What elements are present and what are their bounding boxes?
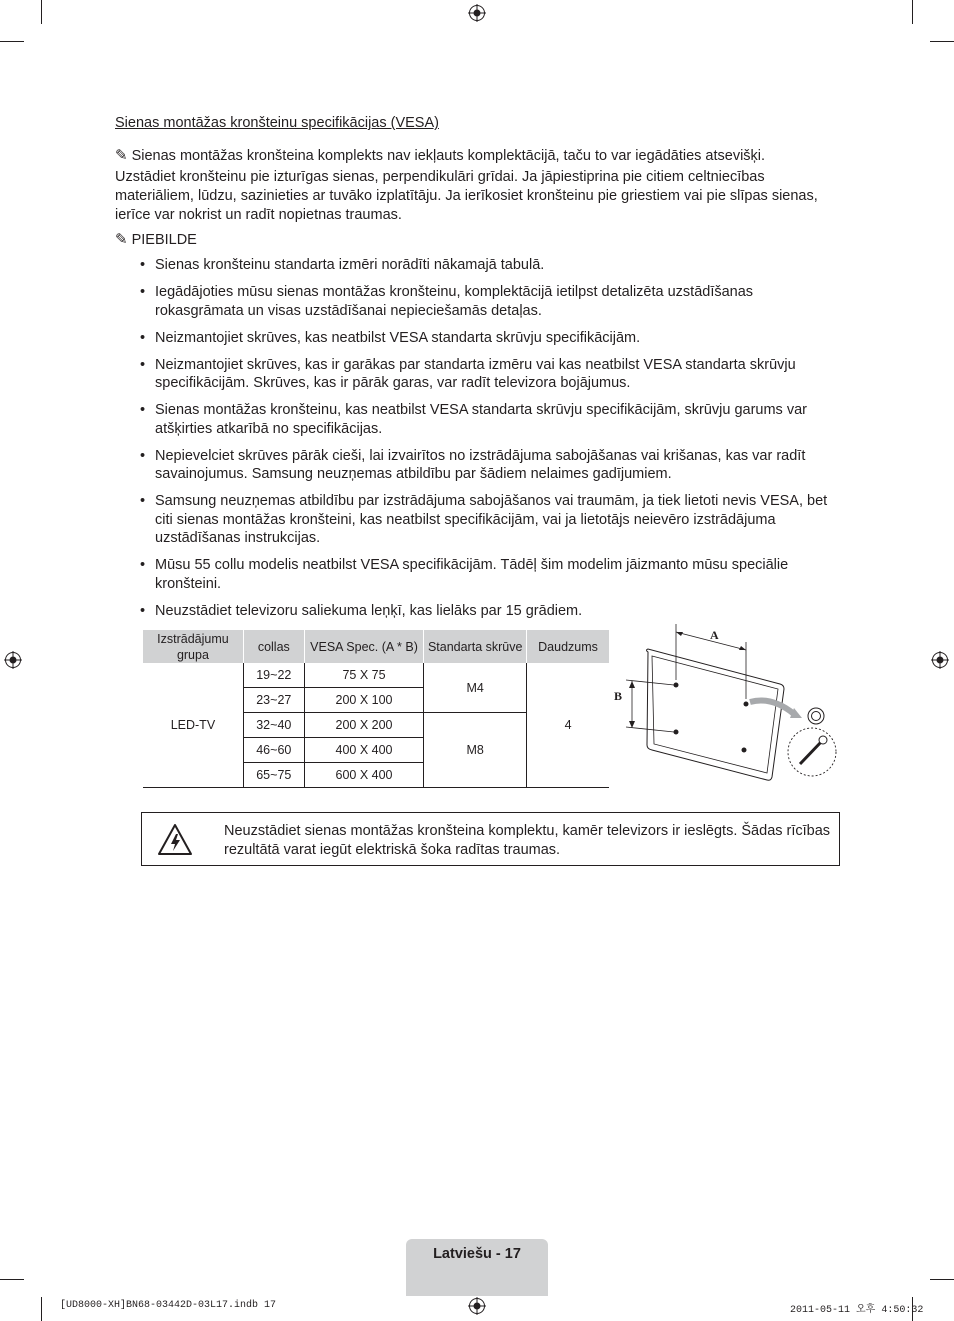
vesa-mount-diagram: [612, 622, 844, 782]
note-line: [115, 146, 840, 166]
registration-mark-icon: [931, 651, 949, 669]
pencil-note-icon: ✎: [115, 231, 128, 248]
vesa-cell: 400 X 400: [304, 738, 424, 763]
crop-mark: [0, 1279, 24, 1280]
page-number-label: Latviešu - 17: [433, 1246, 521, 1262]
warning-text: Neuzstādiet sienas montāžas kronšteina komplektu, kamēr televizors ir ieslēgts. Šādas rīcības rezultātā varat iegūt elektriskā šoka radītas traumas.: [224, 823, 831, 858]
crop-mark: [930, 1279, 954, 1280]
crop-mark: [930, 41, 954, 42]
note-label: PIEBILDE: [131, 232, 197, 248]
list-item: • Neizmantojiet skrūves, kas neatbilst VESA standarta skrūvju specifikācijām.: [140, 329, 840, 348]
list-item: • Neuzstādiet televizoru saliekuma leņķī, kas lielāks par 15 grādiem.: [140, 602, 840, 621]
registration-mark-icon: [4, 651, 22, 669]
intro-paragraph: Uzstādiet kronšteinu pie izturīgas sienas, perpendikulāri grīdai. Ja jāpiestiprina pie citiem celtniecības materiāliem, lūdzu, sazinieties ar tuvāko izplatītāju. Ja ierīkosiet kronšteinu pie griestiem vai pie slīpas sienas, ierīce var nokrist un radīt nopietnas traumas.: [115, 169, 818, 223]
product-group-cell: LED-TV: [143, 663, 243, 788]
electric-shock-warning-icon: [157, 823, 193, 857]
dimension-b-label: B: [614, 689, 623, 703]
inches-cell: 19~22: [243, 663, 304, 688]
note-text: Sienas montāžas kronšteina komplekts nav iekļauts komplektācijā, taču to var iegādāties atsevišķi.: [131, 148, 766, 164]
screw-cell: M8: [424, 713, 527, 788]
vesa-cell: 600 X 400: [304, 763, 424, 788]
list-item: • Samsung neuzņemas atbildību par izstrādājuma sabojāšanos vai traumām, ja tiek lietoti nevis VESA, bet citi sienas montāžas kronšteini, kas neatbilst specifikācijām, vai ja lietotājs neievēro izstrādājuma uzstādīšanas instrukcijas.: [140, 492, 840, 548]
vesa-spec-table: [143, 630, 609, 788]
inches-cell: 23~27: [243, 688, 304, 713]
column-header: Daudzums: [527, 630, 609, 663]
table-row: [143, 663, 609, 688]
pencil-note-icon: ✎: [115, 147, 128, 164]
notes-list: [140, 256, 840, 629]
table-header-row: [143, 630, 609, 663]
registration-mark-icon: [468, 1297, 486, 1315]
list-item: • Neizmantojiet skrūves, kas ir garākas par standarta izmēru vai kas neatbilst VESA standarta skrūvju specifikācijām. Skrūves, kas ir pārāk garas, var radīt televizora bojājumus.: [140, 356, 840, 393]
vesa-cell: 200 X 100: [304, 688, 424, 713]
quantity-cell: 4: [527, 663, 609, 788]
print-slug-right: 2011-05-11 오후 4:50:32: [790, 1305, 924, 1316]
list-item: • Sienas montāžas kronšteinu, kas neatbilst VESA standarta skrūvju specifikācijām, skrūvju garums var atšķirties atkarībā no specifikācijas.: [140, 401, 840, 438]
crop-mark: [41, 0, 42, 24]
vesa-cell: 200 X 200: [304, 713, 424, 738]
list-item: • Nepievelciet skrūves pārāk cieši, lai izvairītos no izstrādājuma sabojāšanas vai krišanas, kas var radīt savainojumus. Samsung neuzņemas atbildību par šādiem nelaimes gadījumiem.: [140, 447, 840, 484]
note-label-line: [115, 230, 840, 250]
list-item: • Mūsu 55 collu modelis neatbilst VESA specifikācijām. Tādēļ šim modelim jāizmanto mūsu speciālie kronšteini.: [140, 556, 840, 593]
dimension-a-label: A: [710, 628, 719, 642]
column-header: collas: [243, 630, 304, 663]
crop-mark: [41, 1297, 42, 1321]
vesa-cell: 75 X 75: [304, 663, 424, 688]
crop-mark: [912, 0, 913, 24]
print-slug-left: [UD8000-XH]BN68-03442D-03L17.indb 17: [60, 1300, 277, 1311]
inches-cell: 65~75: [243, 763, 304, 788]
list-item: • Iegādājoties mūsu sienas montāžas kronšteinu, komplektācijā ietilpst detalizēta uzstādīšanas rokasgrāmata un visas uzstādīšanai nepieciešamās detaļas.: [140, 283, 840, 320]
column-header: VESA Spec. (A * B): [304, 630, 424, 663]
inches-cell: 32~40: [243, 713, 304, 738]
column-header: Izstrādājumu grupa: [143, 630, 243, 663]
section-heading: Sienas montāžas kronšteinu specifikācijas (VESA): [115, 115, 439, 131]
list-item: • Sienas kronšteinu standarta izmēri norādīti nākamajā tabulā.: [140, 256, 840, 275]
column-header: Standarta skrūve: [424, 630, 527, 663]
screw-cell: M4: [424, 663, 527, 713]
registration-mark-icon: [468, 4, 486, 22]
crop-mark: [0, 41, 24, 42]
inches-cell: 46~60: [243, 738, 304, 763]
